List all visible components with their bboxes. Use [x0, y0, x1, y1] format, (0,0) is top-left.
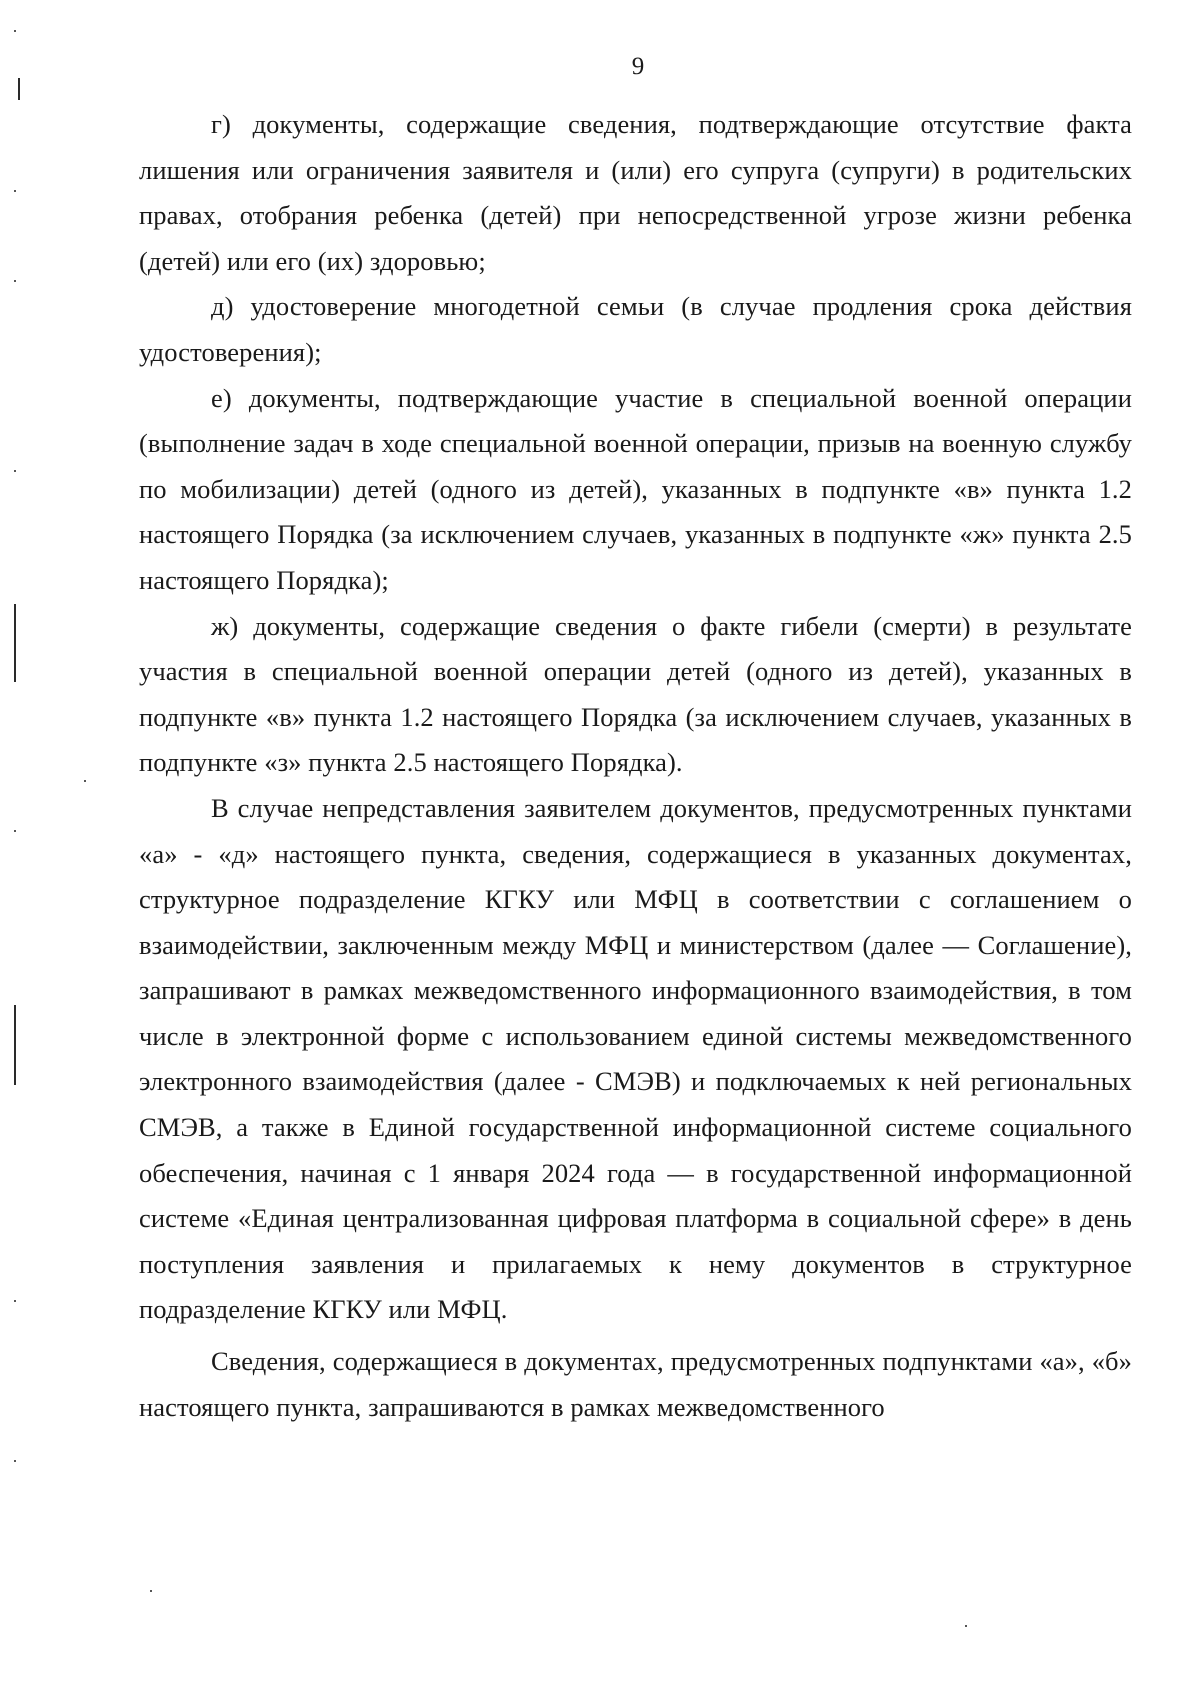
- paragraph-item-d: д) удостоверение многодетной семьи (в случае продления срока действия удостоверения);: [139, 291, 1132, 367]
- scan-margin-line: [18, 78, 20, 100]
- scan-margin-line: [14, 1005, 16, 1085]
- scan-dot: [14, 830, 16, 832]
- paragraph-information-request: Сведения, содержащиеся в документах, предусмотренных подпунктами «а», «б» настоящего пункта, запрашиваются в рамках межведомственного: [139, 1346, 1132, 1422]
- scan-dot: [84, 780, 86, 782]
- paragraph-item-zh: ж) документы, содержащие сведения о факте гибели (смерти) в результате участия в специальной военной операции детей (одного из детей), указанных в подпункте «в» пункта 1.2 настоящего Порядка (за исключением случаев, указанных в подпункте «з» пункта 2.5 настоящего Порядка).: [139, 610, 1132, 778]
- scan-dot: [14, 190, 16, 192]
- scan-dot: [14, 1300, 16, 1302]
- scan-dot: [150, 1590, 152, 1592]
- scan-margin-line: [14, 604, 16, 682]
- scan-dot: [14, 280, 16, 282]
- paragraph-item-e: е) документы, подтверждающие участие в специальной военной операции (выполнение задач в ходе специальной военной операции, призыв на военную службу по мобилизации) детей (одного из детей), указанных в подпункте «в» пункта 1.2 настоящего Порядка (за исключением случаев, указанных в подпункте «ж» пункта 2.5 настоящего Порядка);: [139, 382, 1132, 595]
- scan-dot: [14, 30, 16, 32]
- scan-dot: [14, 470, 16, 472]
- page-number: 9: [631, 53, 645, 80]
- paragraph-nonsubmission: В случае непредставления заявителем документов, предусмотренных пунктами «а» - «д» настоящего пункта, сведения, содержащиеся в указанных документах, структурное подразделение КГКУ или МФЦ в соответствии с соглашением о взаимодействии, заключенным между МФЦ и министерством (далее — Соглашение), запрашивают в рамках межведомственного информационного взаимодействия, в том числе в электронной форме с использованием единой системы межведомственного электронного взаимодействия (далее - СМЭВ) и подключаемых к ней региональных СМЭВ, а также в Единой государственной информационной системе социального обеспечения, начиная с 1 января 2024 года — в государственной информационной системе «Единая централизованная цифровая платформа в социальной сфере» в день поступления заявления и прилагаемых к нему документов в структурное подразделение КГКУ или МФЦ.: [139, 792, 1132, 1325]
- scan-dot: [965, 1625, 967, 1627]
- scan-dot: [14, 1460, 16, 1462]
- document-body: [139, 102, 1132, 1430]
- paragraph-item-g: г) документы, содержащие сведения, подтверждающие отсутствие факта лишения или ограничения заявителя и (или) его супруга (супруги) в родительских правах, отобрания ребенка (детей) при непосредственной угрозе жизни ребенка (детей) или его (их) здоровью;: [139, 109, 1132, 276]
